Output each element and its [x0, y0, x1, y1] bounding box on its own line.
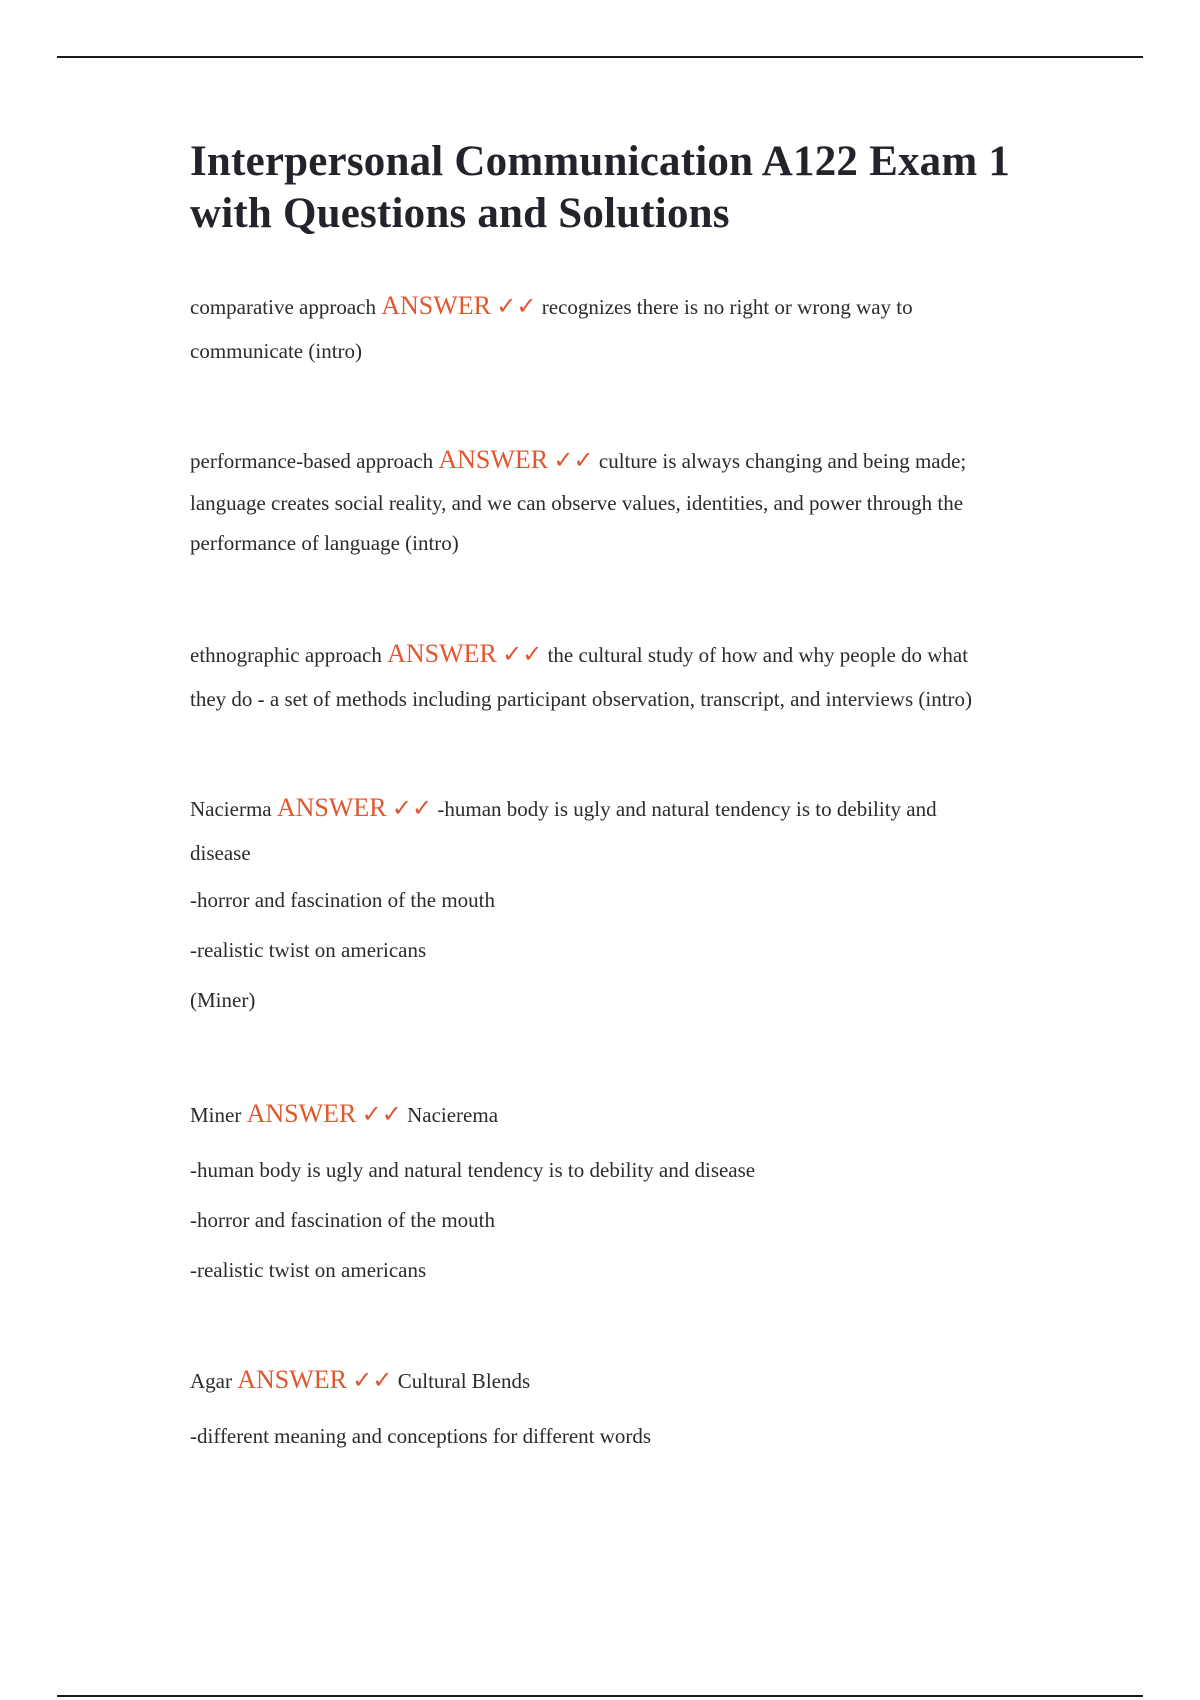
qa-term: comparative approach	[190, 295, 376, 319]
answer-label: ANSWER	[381, 291, 492, 320]
qa-first-line	[190, 438, 1050, 483]
qa-continuation: performance of language (intro)	[190, 531, 459, 555]
spacer	[190, 1403, 1050, 1411]
qa-entry	[190, 1358, 1050, 1461]
double-check-icon: ✓✓	[496, 294, 537, 320]
qa-subitem: -realistic twist on americans	[190, 938, 427, 962]
qa-definition: the cultural study of how and why people do what	[547, 643, 969, 667]
qa-first-line	[190, 632, 1070, 677]
qa-subitem: -horror and fascination of the mouth	[190, 888, 495, 912]
qa-first-line	[190, 1358, 1050, 1403]
qa-entry	[190, 1092, 1050, 1295]
qa-definition: recognizes there is no right or wrong way to	[541, 295, 913, 319]
double-check-icon: ✓✓	[502, 642, 543, 668]
qa-first-line	[190, 284, 1050, 329]
document-body	[190, 136, 1050, 1448]
qa-first-line	[190, 1092, 1050, 1137]
answer-label: ANSWER	[387, 639, 497, 668]
double-check-icon: ✓✓	[391, 796, 433, 822]
qa-entry	[190, 284, 1050, 373]
qa-definition: Cultural Blends	[397, 1369, 531, 1393]
qa-entry	[190, 786, 1050, 1025]
qa-continuation: communicate (intro)	[190, 339, 363, 363]
qa-entry	[190, 438, 1050, 563]
qa-subitem: -different meaning and conceptions for different words	[190, 1424, 652, 1448]
double-check-icon: ✓✓	[361, 1102, 402, 1128]
qa-entry	[190, 632, 1070, 721]
qa-continuation: disease	[190, 841, 251, 865]
qa-subitem: -realistic twist on americans	[190, 1258, 427, 1282]
qa-term: Miner	[190, 1103, 242, 1127]
header-rule	[57, 56, 1143, 58]
answer-label: ANSWER	[246, 1099, 357, 1128]
spacer	[190, 1137, 1050, 1145]
qa-subitem: -horror and fascination of the mouth	[190, 1208, 495, 1232]
footer-rule	[57, 1695, 1143, 1697]
qa-subitem: (Miner)	[190, 988, 256, 1012]
document-title: Interpersonal Communication A122 Exam 1 with Questions and Solutions	[190, 138, 1011, 237]
qa-definition: Nacierema	[407, 1103, 499, 1127]
qa-continuation: they do - a set of methods including participant observation, transcript, and interviews (intro)	[190, 687, 973, 711]
qa-definition: -human body is ugly and natural tendency is to debility and	[437, 797, 937, 821]
qa-term: Agar	[190, 1369, 232, 1393]
qa-subitem: -human body is ugly and natural tendency is to debility and disease	[190, 1158, 756, 1182]
answer-label: ANSWER	[438, 445, 549, 474]
double-check-icon: ✓✓	[352, 1368, 393, 1394]
qa-first-line	[190, 786, 1050, 831]
qa-term: performance-based approach	[190, 449, 434, 473]
qa-term: ethnographic approach	[190, 643, 382, 667]
answer-label: ANSWER	[237, 1365, 348, 1394]
double-check-icon: ✓✓	[553, 448, 594, 474]
answer-label: ANSWER	[276, 793, 387, 822]
qa-term: Nacierma	[190, 797, 272, 821]
qa-continuation: language creates social reality, and we can observe values, identities, and power through the	[190, 491, 964, 515]
qa-definition: culture is always changing and being made;	[598, 449, 967, 473]
